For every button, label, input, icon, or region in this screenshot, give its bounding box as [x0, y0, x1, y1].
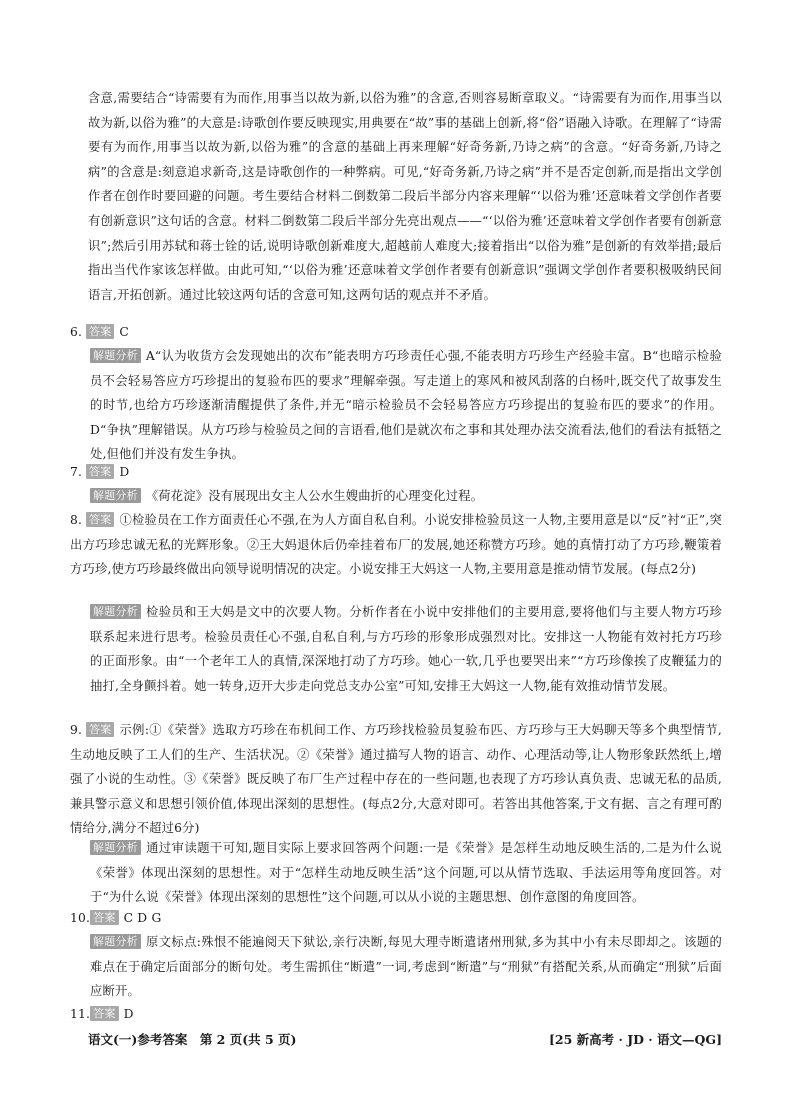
q9-number: 9. — [70, 723, 83, 737]
answer-tag: 答案 — [86, 722, 114, 737]
q9-answer-row — [70, 718, 722, 841]
q10-analysis-text: 原文标点:殊恨不能遍阅天下狱讼,亲行决断,每见大理寺断遣诸州刑狱,多为其中小有未尽即却之。该题的难点在于确定后面部分的断句处。考生需抓住“断遣”一词,考虑到“断遣”与“刑狱”有搭配关系,从而确定“刑狱”后面应断开。 — [90, 935, 722, 999]
footer-exam-code: [25 新高考 · JD · 语文—QG] — [548, 1032, 722, 1047]
q6-answer: C — [119, 325, 130, 339]
q7-analysis-text: 《荷花淀》没有展现出女主人公水生嫂曲折的心理变化过程。 — [145, 489, 484, 503]
q8-analysis-text: 检验员和王大妈是文中的次要人物。分析作者在小说中安排他们的主要用意,要将他们与主要人物方巧珍联系起来进行思考。检验员责任心不强,自私自利,与方巧珍的形象形成强烈对比。安排这一人物能有效衬托方巧珍的正面形象。由“一个老年工人的真情,深深地打动了方巧珍。她心一软,几乎也要哭出来”“方巧珍像挨了皮鞭猛力的抽打,全身颤抖着。她一转身,迈开大步走向党总支办公室”可知,安排王大妈这一人物,能有效推动情节发展。 — [90, 605, 722, 693]
q6-analysis-text: A“认为收货方会发现她出的次布”能表明方巧珍责任心强,不能表明方巧珍生产经验丰富。B“也暗示检验员不会轻易答应方巧珍提出的复验布匹的要求”理解牵强。写走道上的寒风和被风刮落的白杨叶,既交代了故事发生的时节,也给方巧珍逐渐清醒提供了条件,并无“暗示检验员不会轻易答应方巧珍提出的复验布匹的要求”的作用。D“争执”理解错误。从方巧珍与检验员之间的言语看,他们是就次布之事和其处理办法交流看法,他们的看法有抵牾之处,但他们并没有发生争执。 — [90, 349, 722, 462]
q7-answer-row — [70, 460, 722, 485]
q10-answer-row — [70, 906, 722, 931]
q11-answer: D — [123, 1007, 134, 1021]
q11-answer-row — [70, 1002, 722, 1027]
q8-analysis — [90, 600, 722, 698]
q10-analysis — [90, 930, 722, 1004]
q7-answer: D — [119, 465, 130, 479]
analysis-tag: 解题分析 — [90, 840, 141, 855]
q9-answer-text: 示例:①《荣誉》选取方巧珍在布机间工作、方巧珍找检验员复验布匹、方巧珍与王大妈聊天等多个典型情节,生动地反映了工人们的生产、生活状况。②《荣誉》通过描写人物的语言、动作、心理活动等,让人物形象跃然纸上,增强了小说的生动性。③《荣誉》既反映了布厂生产过程中存在的一些问题,也表现了方巧珍认真负责、忠诚无私的品质,兼具警示意义和思想引领价值,体现出深刻的思想性。(每点2分,大意对即可。若答出其他答案,于文有据、言之有理可酌情给分,满分不超过6分) — [70, 723, 722, 836]
q9-analysis — [90, 836, 722, 910]
q6-analysis — [90, 344, 722, 467]
q6-number: 6. — [70, 325, 83, 339]
q8-number: 8. — [70, 513, 83, 527]
q7-analysis — [90, 484, 722, 509]
analysis-tag: 解题分析 — [90, 604, 141, 619]
intro-paragraph: 含意,需要结合“诗需要有为而作,用事当以故为新,以俗为雅”的含意,否则容易断章取义。“诗需要有为而作,用事当以故为新,以俗为雅”的大意是:诗歌创作要反映现实,用典要在“故”事的基础上创新,将“俗”语融入诗歌。在理解了“诗需要有为而作,用事当以故为新,以俗为雅”的含意的基础上再来理解“好奇务新,乃诗之病”的含意。“好奇务新,乃诗之病”的含意是:刻意追求新奇,这是诗歌创作的一种弊病。可见,“好奇务新,乃诗之病”并不是否定创新,而是指出文学创作者在创作时要回避的问题。考生要结合材料二倒数第二段后半部分内容来理解“‘以俗为雅’还意味着文学创作者要有创新意识”这句话的含意。材料二倒数第二段后半部分先亮出观点——“‘以俗为雅’还意味着文学创作者要有创新意识”;然后引用苏轼和蒋士铨的话,说明诗歌创新难度大,超越前人难度大;接着指出“以俗为雅”是创新的有效举措;最后指出当代作家该怎样做。由此可知,“‘以俗为雅’还意味着文学创作者要有创新意识”强调文学创作者要积极吸纳民间语言,开拓创新。通过比较这两句话的含意可知,这两句话的观点并不矛盾。 — [88, 91, 722, 302]
answer-tag: 答案 — [86, 464, 114, 479]
answer-tag: 答案 — [86, 512, 114, 527]
q6-answer-row — [70, 320, 722, 345]
answer-tag: 答案 — [90, 910, 118, 925]
q9-analysis-text: 通过审读题干可知,题目实际上要求回答两个问题:一是《荣誉》是怎样生动地反映生活的,二是为什么说《荣誉》体现出深刻的思想性。对于“怎样生动地反映生活”这个问题,可以从情节选取、手法运用等角度回答。对于“为什么说《荣誉》体现出深刻的思想性”这个问题,可以从小说的主题思想、创作意图的角度回答。 — [90, 841, 722, 905]
footer-page-info: 语文(一)参考答案 第 2 页(共 5 页) — [88, 1032, 297, 1047]
analysis-tag: 解题分析 — [90, 348, 141, 363]
analysis-tag: 解题分析 — [90, 934, 141, 949]
q11-number: 11. — [70, 1007, 91, 1021]
q7-number: 7. — [70, 465, 83, 479]
q10-number: 10. — [70, 911, 91, 925]
q10-answer: C D G — [123, 911, 162, 925]
analysis-tag: 解题分析 — [90, 488, 141, 503]
answer-tag: 答案 — [90, 1006, 118, 1021]
q8-answer-row — [70, 508, 722, 582]
q8-answer-text: ①检验员在工作方面责任心不强,在为人方面自私自利。小说安排检验员这一人物,主要用意是以“反”衬“正”,突出方巧珍忠诚无私的光辉形象。②王大妈退休后仍牵挂着布厂的发展,她还称赞方巧珍。她的真情打动了方巧珍,鞭策着方巧珍,使方巧珍最终做出向领导说明情况的决定。小说安排王大妈这一人物,主要用意是推动情节发展。(每点2分) — [70, 513, 722, 577]
answer-tag: 答案 — [86, 324, 114, 339]
